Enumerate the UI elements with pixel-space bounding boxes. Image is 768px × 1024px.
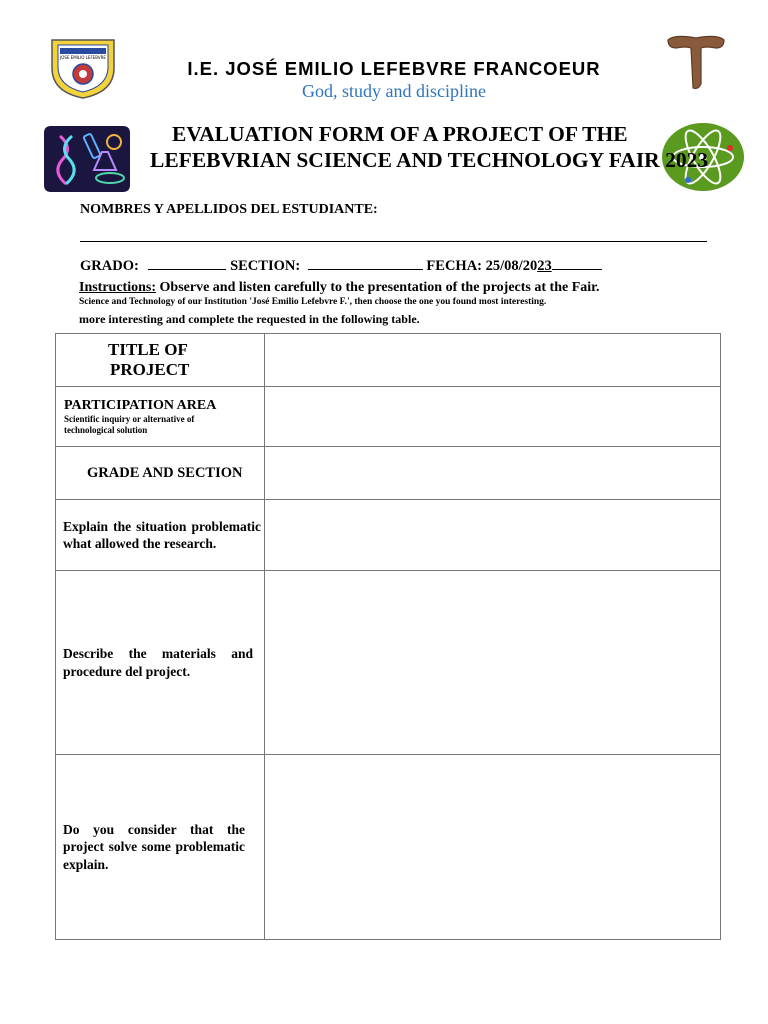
explain-label: Explain the situation problematic what allowed the research.	[63, 518, 261, 551]
instructions-heading: Instructions:	[79, 280, 157, 295]
grade-section-label-cell	[56, 447, 265, 500]
table-row	[56, 500, 721, 571]
school-crest-icon	[48, 34, 118, 100]
school-name: I.E. JOSÉ EMILIO LEFEBVRE FRANCOEUR	[187, 58, 601, 79]
student-name-field[interactable]	[80, 241, 707, 242]
tau-cross-icon	[664, 30, 728, 94]
grade-section-date-row	[80, 255, 602, 275]
student-name-label: NOMBRES Y APELLIDOS DEL ESTUDIANTE:	[80, 202, 378, 217]
instructions-line-3: more interesting and complete the requested in the following table.	[79, 312, 420, 326]
lab-glassware-icon	[44, 126, 130, 192]
title-label-cell	[56, 334, 265, 387]
table-row	[56, 755, 721, 940]
table-row	[56, 387, 721, 447]
table-row	[56, 447, 721, 500]
instructions-line-2: Science and Technology of our Institution 'José Emilio Lefebvre F.', then choose the one you found most interesting.	[79, 297, 547, 307]
school-motto: God, study and discipline	[302, 81, 486, 101]
grade-section-input-cell[interactable]	[265, 447, 721, 500]
date-value-year: 23	[537, 258, 552, 274]
section-label: SECTION:	[230, 258, 301, 274]
consider-label: Do you consider that the project solve some problematic explain.	[63, 821, 245, 872]
form-title-line-2: LEFEBVRIAN SCIENCE AND TECHNOLOGY FAIR 2023	[150, 148, 709, 172]
describe-label: Describe the materials and procedure del project.	[63, 646, 253, 679]
explain-input-cell[interactable]	[265, 500, 721, 571]
title-input-cell[interactable]	[265, 334, 721, 387]
describe-input-cell[interactable]	[265, 571, 721, 755]
title-label: TITLE OF PROJECT	[108, 340, 190, 379]
area-label-cell	[56, 387, 265, 447]
table-row	[56, 571, 721, 755]
date-value: 25/08/20	[485, 258, 538, 274]
participation-area-hint: Scientific inquiry or alternative of technological solution	[64, 413, 195, 435]
date-field[interactable]	[552, 255, 602, 270]
grade-label: GRADO:	[80, 258, 139, 274]
logo-text: JOSE EMILIO LEFEBVRE	[60, 55, 106, 60]
instructions-text-1: Observe and listen carefully to the presentation of the projects at the Fair.	[156, 280, 600, 295]
evaluation-table	[55, 333, 721, 940]
describe-label-cell	[56, 571, 265, 755]
table-row	[56, 334, 721, 387]
grade-field[interactable]	[148, 255, 226, 270]
participation-area-label: PARTICIPATION AREA	[64, 397, 217, 413]
section-field[interactable]	[308, 255, 423, 270]
date-label: FECHA:	[426, 258, 483, 274]
grade-section-label: GRADE AND SECTION	[87, 464, 243, 481]
form-title-line-1: EVALUATION FORM OF A PROJECT OF THE	[172, 122, 628, 146]
area-input-cell[interactable]	[265, 387, 721, 447]
consider-label-cell	[56, 755, 265, 940]
consider-input-cell[interactable]	[265, 755, 721, 940]
instructions-line-1	[79, 280, 600, 296]
explain-label-cell	[56, 500, 265, 571]
